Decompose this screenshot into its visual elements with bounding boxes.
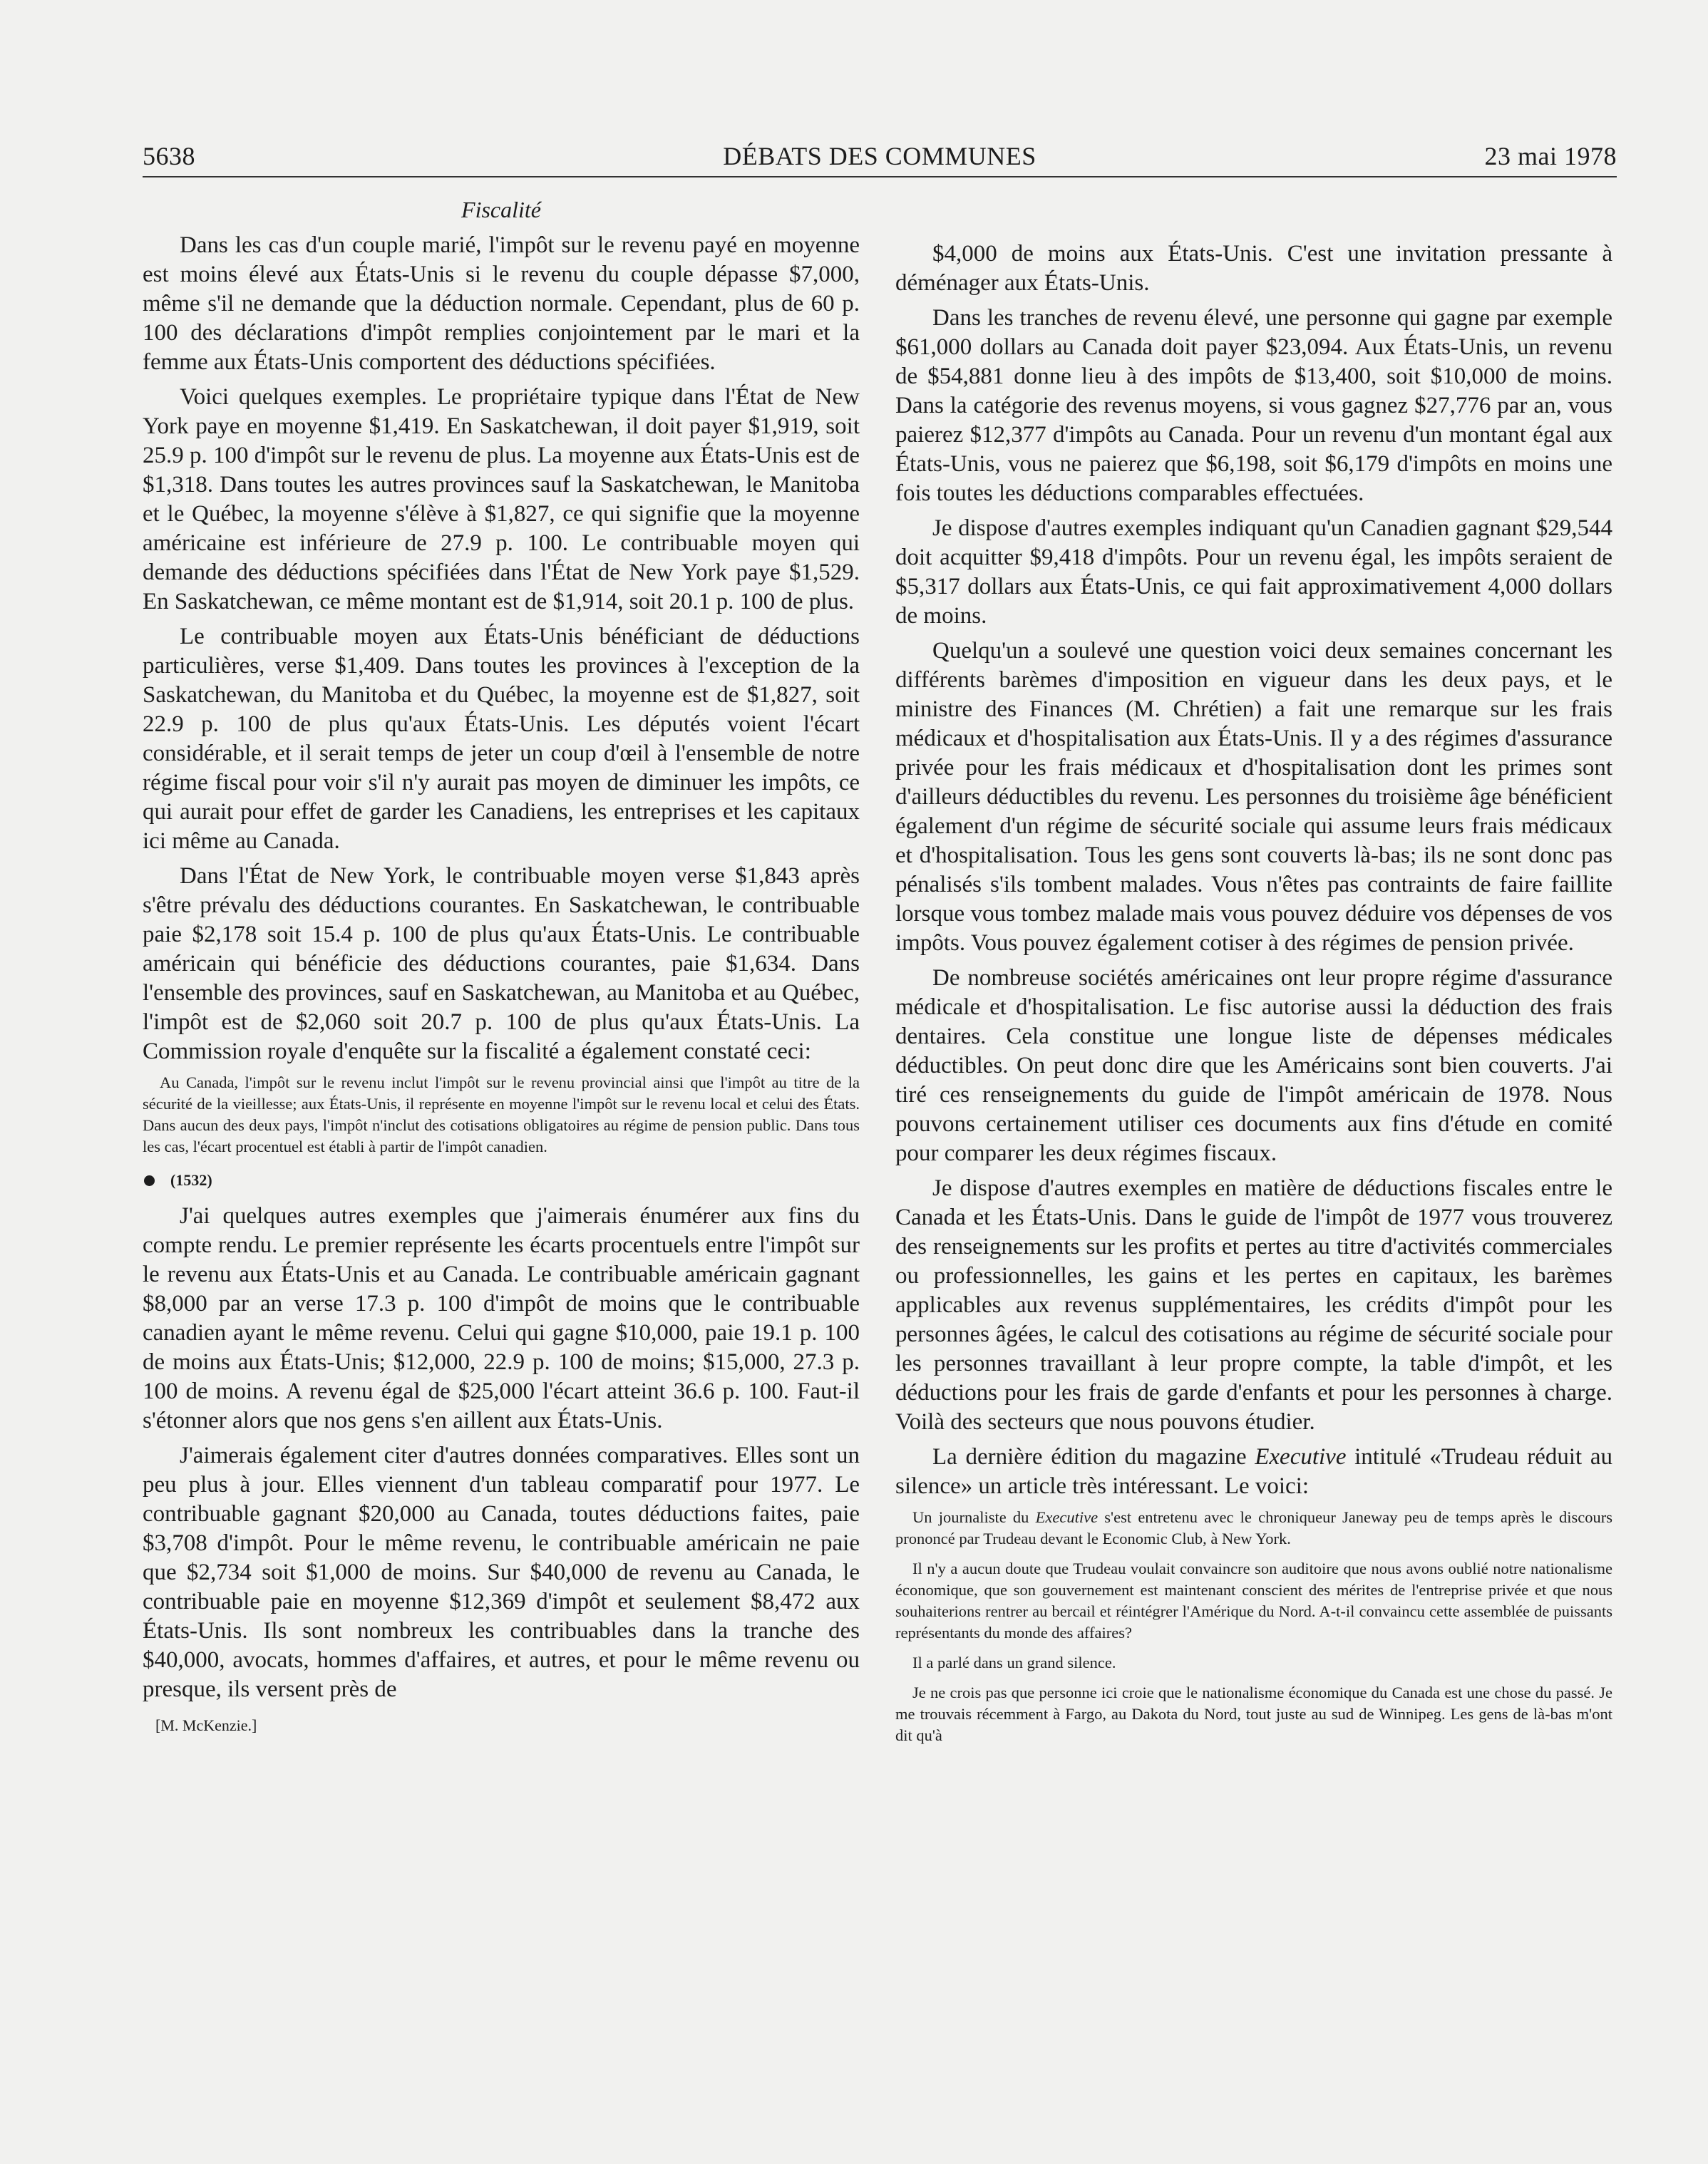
paragraph: Dans les cas d'un couple marié, l'impôt sur le revenu payé en moyenne est moins élevé aux États-Unis si le revenu du couple dépasse $7,000, même s'il ne demande que la déduction normale. Cependant, plus de 60 p. 100 des déclarations d'impôt remplies conjointement par le mari et la femme aux États-Unis comportent des déductions spécifiées. (143, 232, 860, 375)
paragraph: Je dispose d'autres exemples indiquant qu'un Canadien gagnant $29,544 doit acquitter $9,418 d'impôts. Pour un revenu égal, les impôts seraient de $5,317 dollars aux États-Unis, ce qui fait approximativement 4,000 dollars de moins. (895, 515, 1612, 629)
paragraph: Voici quelques exemples. Le propriétaire typique dans l'État de New York paye en moyenne $1,419. En Saskatchewan, il doit payer $1,919, soit 25.9 p. 100 d'impôt sur le revenu de plus. La moyenne aux États-Unis est de $1,318. Dans toutes les autres provinces sauf la Saskatchewan, le Manitoba et le Québec, la moyenne s'élève à $1,827, ce qui signifie que la moyenne américaine est inférieure de 27.9 p. 100. Le contribuable moyen qui demande des déductions spécifiées dans l'État de New York paye $1,529. En Saskatchewan, ce même montant est de $1,914, soit 20.1 p. 100 de plus. (143, 384, 860, 614)
paragraph: Dans l'État de New York, le contribuable moyen verse $1,843 après s'être prévalu des déductions courantes. En Saskatchewan, le contribuable paie $2,178 soit 15.4 p. 100 de plus qu'aux États-Unis. Le contribuable américain qui bénéficie des déductions courantes, paie $1,634. Dans l'ensemble des provinces, sauf en Saskatchewan, au Manitoba et au Québec, l'impôt est de $2,060 soit 20.7 p. 100 de plus qu'aux États-Unis. La Commission royale d'enquête sur la fiscalité a également constaté ceci: (143, 863, 860, 1064)
block-quote: Il n'y a aucun doute que Trudeau voulait convaincre son auditoire que nous avons oublié notre nationalisme économique, que son gouvernement est maintenant conscient des mérites de l'entreprise privée et que nous souhaiterions rentrer au bercail et réintégrer l'Amérique du Nord. A-t-il convaincu cette assemblée de puissants représentants du monde des affaires? (895, 1560, 1612, 1642)
right-column (895, 239, 1612, 1746)
page-header (143, 139, 1617, 177)
block-quote (895, 1507, 1612, 1550)
text-run: Un journaliste du (912, 1508, 1036, 1526)
paragraph: Je dispose d'autres exemples en matière de déductions fiscales entre le Canada et les États-Unis. Dans le guide de l'impôt de 1977 vous trouverez des renseignements sur les profits et pertes au titre d'activités commerciales ou professionnelles, les gains et les pertes en capitaux, les barèmes applicables aux revenus supplémentaires, les crédits d'impôt pour les personnes âgées, le calcul des cotisations au régime de sécurité sociale pour les personnes travaillant à leur propre compte, la table d'impôt, et les déductions pour les frais de garde d'enfants et pour les personnes à charge. Voilà des secteurs que nous pouvons étudier. (895, 1175, 1612, 1435)
page-number: 5638 (143, 142, 195, 170)
paragraph: Dans les tranches de revenu élevé, une personne qui gagne par exemple $61,000 dollars au Canada doit payer $23,094. Aux États-Unis, un revenu de $54,881 donne lieu à des impôts de $13,400, soit $10,000 de moins. Dans la catégorie des revenus moyens, si vous gagnez $27,776 par an, vous paierez $12,377 d'impôts au Canada. Pour un revenu d'un montant égal aux États-Unis, vous ne paierez que $6,198, soit $6,179 d'impôts en moins une fois toutes les déductions comparables effectuées. (895, 305, 1612, 506)
text-run: intitulé «Trudeau réduit au silence» un article très intéressant. Le voici: (895, 1444, 1612, 1499)
time-marker (144, 1166, 860, 1195)
paragraph: $4,000 de moins aux États-Unis. C'est une invitation pressante à déménager aux États-Unis. (895, 241, 1612, 296)
publication-title: DÉBATS DES COMMUNES (723, 142, 1036, 170)
magazine-title: Executive (1255, 1444, 1347, 1470)
paragraph-executive (895, 1443, 1612, 1501)
time-marker-label: (1532) (170, 1171, 212, 1189)
bullet-icon (144, 1175, 155, 1186)
block-quote: Au Canada, l'impôt sur le revenu inclut l'impôt sur le revenu provincial ainsi que l'impôt au titre de la sécurité de la vieillesse; aux États-Unis, il représente en moyenne l'impôt sur le revenu local et celui des États. Dans aucun des deux pays, l'impôt n'inclut des cotisations obligatoires au régime de pension public. Dans tous les cas, l'écart procentuel est établi à partir de l'impôt canadien. (143, 1073, 860, 1155)
speaker-attribution: [M. McKenzie.] (155, 1716, 257, 1734)
page-date: 23 mai 1978 (1484, 142, 1617, 170)
block-quote: Il a parlé dans un grand silence. (912, 1654, 1116, 1671)
paragraph: J'aimerais également citer d'autres données comparatives. Elles sont un peu plus à jour. Elles viennent d'un tableau comparatif pour 1977. Le contribuable gagnant $20,000 au Canada, toutes déductions faites, paie $3,708 d'impôt. Pour le même revenu, le contribuable américain ne paie que $2,734 soit $1,000 de moins. Sur $40,000 de revenu au Canada, le contribuable paie en moyenne $12,369 d'impôt et seulement $8,472 aux États-Unis. Ils sont nombreux les contribuables dans la tranche des $40,000, avocats, hommes d'affaires, et autres, et pour le même revenu ou presque, ils versent près de (143, 1443, 860, 1702)
paragraph: De nombreuse sociétés américaines ont leur propre régime d'assurance médicale et d'hospitalisation. Le fisc autorise aussi la déduction des frais dentaires. Cela constitue une longue liste de dépenses médicales déductibles. On peut donc dire que les Américains sont bien couverts. J'ai tiré ces renseignements du guide de l'impôt américain de 1978. Nous pouvons certainement utiliser ces documents aux fins d'étude en comité pour comparer les deux régimes fiscaux. (895, 965, 1612, 1166)
paragraph: Le contribuable moyen aux États-Unis bénéficiant de déductions particulières, verse $1,409. Dans toutes les provinces à l'exception de la Saskatchewan, du Manitoba et du Québec, la moyenne est de $1,827, soit 22.9 p. 100 de plus qu'aux États-Unis. Les députés voient l'écart considérable, et il serait temps de jeter un coup d'œil à l'ensemble de notre régime fiscal pour voir s'il n'y aurait pas moyen de diminuer les impôts, ce qui aurait pour effet de garder les Canadiens, les entreprises et les capitaux ici même au Canada. (143, 624, 860, 854)
paragraph: Quelqu'un a soulevé une question voici deux semaines concernant les différents barèmes d'imposition en vigueur dans les deux pays, et le ministre des Finances (M. Chrétien) a fait une remarque sur les frais médicaux et d'hospitalisation aux États-Unis. Il y a des régimes d'assurance privée pour les frais médicaux et d'hospitalisation dont les primes sont d'ailleurs déductibles du revenu. Les personnes du troisième âge bénéficient également d'un régime de sécurité sociale qui assume leurs frais médicaux et d'hospitalisation. Tous les gens sont couverts là-bas; ils ne sont donc pas pénalisés s'ils tombent malades. Vous n'êtes pas contraints de faire faillite lorsque vous tombez malade mais vous pouvez déduire vos dépenses de vos impôts. Vous pouvez également cotiser à des régimes de pension privée. (895, 638, 1612, 956)
text-run: s'est entretenu avec le chroniqueur Janeway peu de temps après le discours prononcé par Trudeau devant le Economic Club, à New York. (895, 1508, 1612, 1547)
paragraph: J'ai quelques autres exemples que j'aimerais énumérer aux fins du compte rendu. Le premier représente les écarts procentuels entre l'impôt sur le revenu aux États-Unis et au Canada. Le contribuable américain gagnant $8,000 par an verse 17.3 p. 100 d'impôt de moins que le contribuable canadien ayant le même revenu. Celui qui gagne $10,000, paie 19.1 p. 100 de moins aux États-Unis; $12,000, 22.9 p. 100 de moins; $15,000, 27.3 p. 100 de moins. A revenu égal de $25,000 l'écart atteint 36.6 p. 100. Faut-il s'étonner alors que nos gens s'en aillent aux États-Unis. (143, 1203, 860, 1433)
section-title: Fiscalité (461, 197, 541, 222)
text-run: La dernière édition du magazine (932, 1444, 1255, 1470)
left-column (143, 194, 860, 1737)
magazine-title: Executive (1035, 1508, 1099, 1526)
block-quote: Je ne crois pas que personne ici croie que le nationalisme économique du Canada est une chose du passé. Je me trouvais récemment à Fargo, au Dakota du Nord, tout juste au sud de Winnipeg. Les gens de là-bas m'ont dit qu'à (895, 1684, 1612, 1744)
